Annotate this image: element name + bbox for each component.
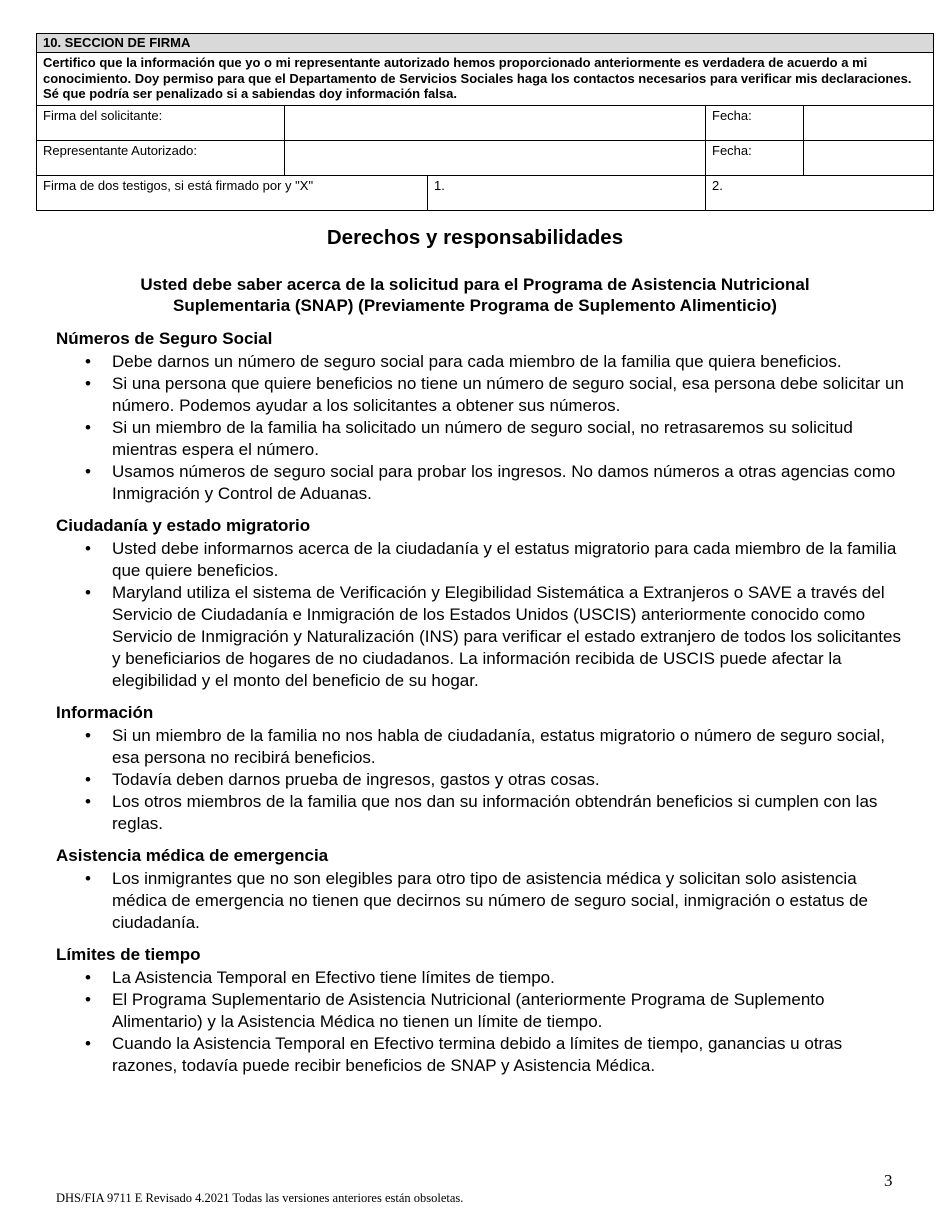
witness-signature-label: Firma de dos testigos, si está firmado por y "X" — [37, 176, 428, 211]
representative-signature-label: Representante Autorizado: — [37, 141, 285, 176]
list-item-text: Maryland utiliza el sistema de Verificación y Elegibilidad Sistemática a Extranjeros o SAVE a través del Servicio de Ciudadanía e Inmigración de los Estados Unidos (USCIS) anteriormente conocido como Servicio de Inmigración y Naturalización (INS) para verificar el estado extranjero de todos los solicitantes y beneficiarios de hogares de no ciudadanos. La información recibida de USCIS puede afectar la elegibilidad y el monto del beneficio de su hogar. — [112, 583, 901, 690]
list-item — [85, 868, 906, 934]
applicant-signature-label: Firma del solicitante: — [37, 106, 285, 141]
rights-section — [56, 515, 906, 692]
bullet-icon: • — [85, 539, 91, 558]
witness-2-field[interactable]: 2. — [706, 176, 934, 211]
list-item-text: Si un miembro de la familia ha solicitado un número de seguro social, no retrasaremos su solicitud mientras espera el número. — [112, 418, 853, 459]
section-heading: Números de Seguro Social — [56, 329, 273, 348]
form-id-footer: DHS/FIA 9711 E Revisado 4.2021 Todas las versiones anteriores están obsoletas. — [56, 1191, 464, 1205]
rights-section — [56, 328, 906, 505]
page-subtitle: Usted debe saber acerca de la solicitud para el Programa de Asistencia Nutricional Suplementaria (SNAP) (Previamente Programa de Suplemento Alimenticio) — [140, 275, 810, 315]
page-title: Derechos y responsabilidades — [326, 226, 624, 249]
applicant-date-label: Fecha: — [706, 106, 804, 141]
list-item — [85, 351, 906, 373]
list-item — [85, 989, 906, 1033]
bullet-icon: • — [85, 792, 91, 811]
bullet-icon: • — [85, 968, 91, 987]
section-heading: Límites de tiempo — [56, 945, 201, 964]
bullet-icon: • — [85, 583, 91, 602]
list-item-text: Si un miembro de la familia no nos habla de ciudadanía, estatus migratorio o número de seguro social, esa persona no recibirá beneficios. — [112, 726, 885, 767]
list-item — [85, 725, 906, 769]
bullet-list — [56, 868, 906, 934]
representative-date-field[interactable] — [804, 141, 934, 176]
certification-statement: Certifico que la información que yo o mi representante autorizado hemos proporcionado anteriormente es verdadera de acuerdo a mi conocimiento. Doy permiso para que el Departamento de Servicios Sociales haga los contactos necesarios para verificar mis declaraciones. Sé que podría ser penalizado si a sabiendas doy información falsa. — [37, 53, 934, 106]
list-item-text: Si una persona que quiere beneficios no tiene un número de seguro social, esa persona debe solicitar un número. Podemos ayudar a los solicitantes a obtener sus números. — [112, 374, 904, 415]
list-item-text: Los inmigrantes que no son elegibles para otro tipo de asistencia médica y solicitan solo asistencia médica de emergencia no tienen que decirnos su número de seguro social, inmigración o estatus de ciudadanía. — [112, 869, 869, 932]
bullet-icon: • — [85, 374, 91, 393]
representative-date-label: Fecha: — [706, 141, 804, 176]
bullet-icon: • — [85, 770, 91, 789]
bullet-icon: • — [85, 352, 91, 371]
page-number: 3 — [884, 1171, 893, 1190]
list-item — [85, 1033, 906, 1077]
bullet-list — [56, 538, 906, 692]
bullet-list — [56, 725, 906, 835]
bullet-list — [56, 351, 906, 505]
section-heading: Asistencia médica de emergencia — [56, 846, 329, 865]
list-item-text: El Programa Suplementario de Asistencia Nutricional (anteriormente Programa de Suplemento Alimentario) y la Asistencia Médica no tienen un límite de tiempo. — [112, 990, 825, 1031]
bullet-icon: • — [85, 869, 91, 888]
bullet-list — [56, 967, 906, 1077]
representative-signature-field[interactable] — [285, 141, 706, 176]
section-heading: Ciudadanía y estado migratorio — [56, 516, 311, 535]
list-item — [85, 417, 906, 461]
list-item-text: La Asistencia Temporal en Efectivo tiene límites de tiempo. — [112, 968, 555, 987]
section-heading: Información — [56, 703, 154, 722]
list-item — [85, 461, 906, 505]
applicant-signature-field[interactable] — [285, 106, 706, 141]
list-item — [85, 582, 906, 692]
list-item — [85, 769, 906, 791]
signature-section-table — [36, 33, 934, 211]
list-item-text: Todavía deben darnos prueba de ingresos, gastos y otras cosas. — [112, 770, 600, 789]
list-item-text: Debe darnos un número de seguro social para cada miembro de la familia que quiera beneficios. — [112, 352, 842, 371]
applicant-date-field[interactable] — [804, 106, 934, 141]
witness-1-field[interactable]: 1. — [428, 176, 706, 211]
bullet-icon: • — [85, 726, 91, 745]
list-item-text: Usted debe informarnos acerca de la ciudadanía y el estatus migratorio para cada miembro de la familia que quiere beneficios. — [112, 539, 897, 580]
rights-section — [56, 702, 906, 835]
list-item — [85, 967, 906, 989]
rights-sections — [56, 328, 906, 1087]
list-item — [85, 373, 906, 417]
list-item-text: Usamos números de seguro social para probar los ingresos. No damos números a otras agencias como Inmigración y Control de Aduanas. — [112, 462, 896, 503]
rights-section — [56, 944, 906, 1077]
list-item — [85, 538, 906, 582]
list-item-text: Cuando la Asistencia Temporal en Efectivo termina debido a límites de tiempo, ganancias u otras razones, todavía puede recibir beneficios de SNAP y Asistencia Médica. — [112, 1034, 843, 1075]
list-item-text: Los otros miembros de la familia que nos dan su información obtendrán beneficios si cumplen con las reglas. — [112, 792, 878, 833]
bullet-icon: • — [85, 990, 91, 1009]
bullet-icon: • — [85, 418, 91, 437]
rights-section — [56, 845, 906, 934]
bullet-icon: • — [85, 462, 91, 481]
bullet-icon: • — [85, 1034, 91, 1053]
signature-section-header: 10. SECCION DE FIRMA — [37, 34, 934, 53]
list-item — [85, 791, 906, 835]
